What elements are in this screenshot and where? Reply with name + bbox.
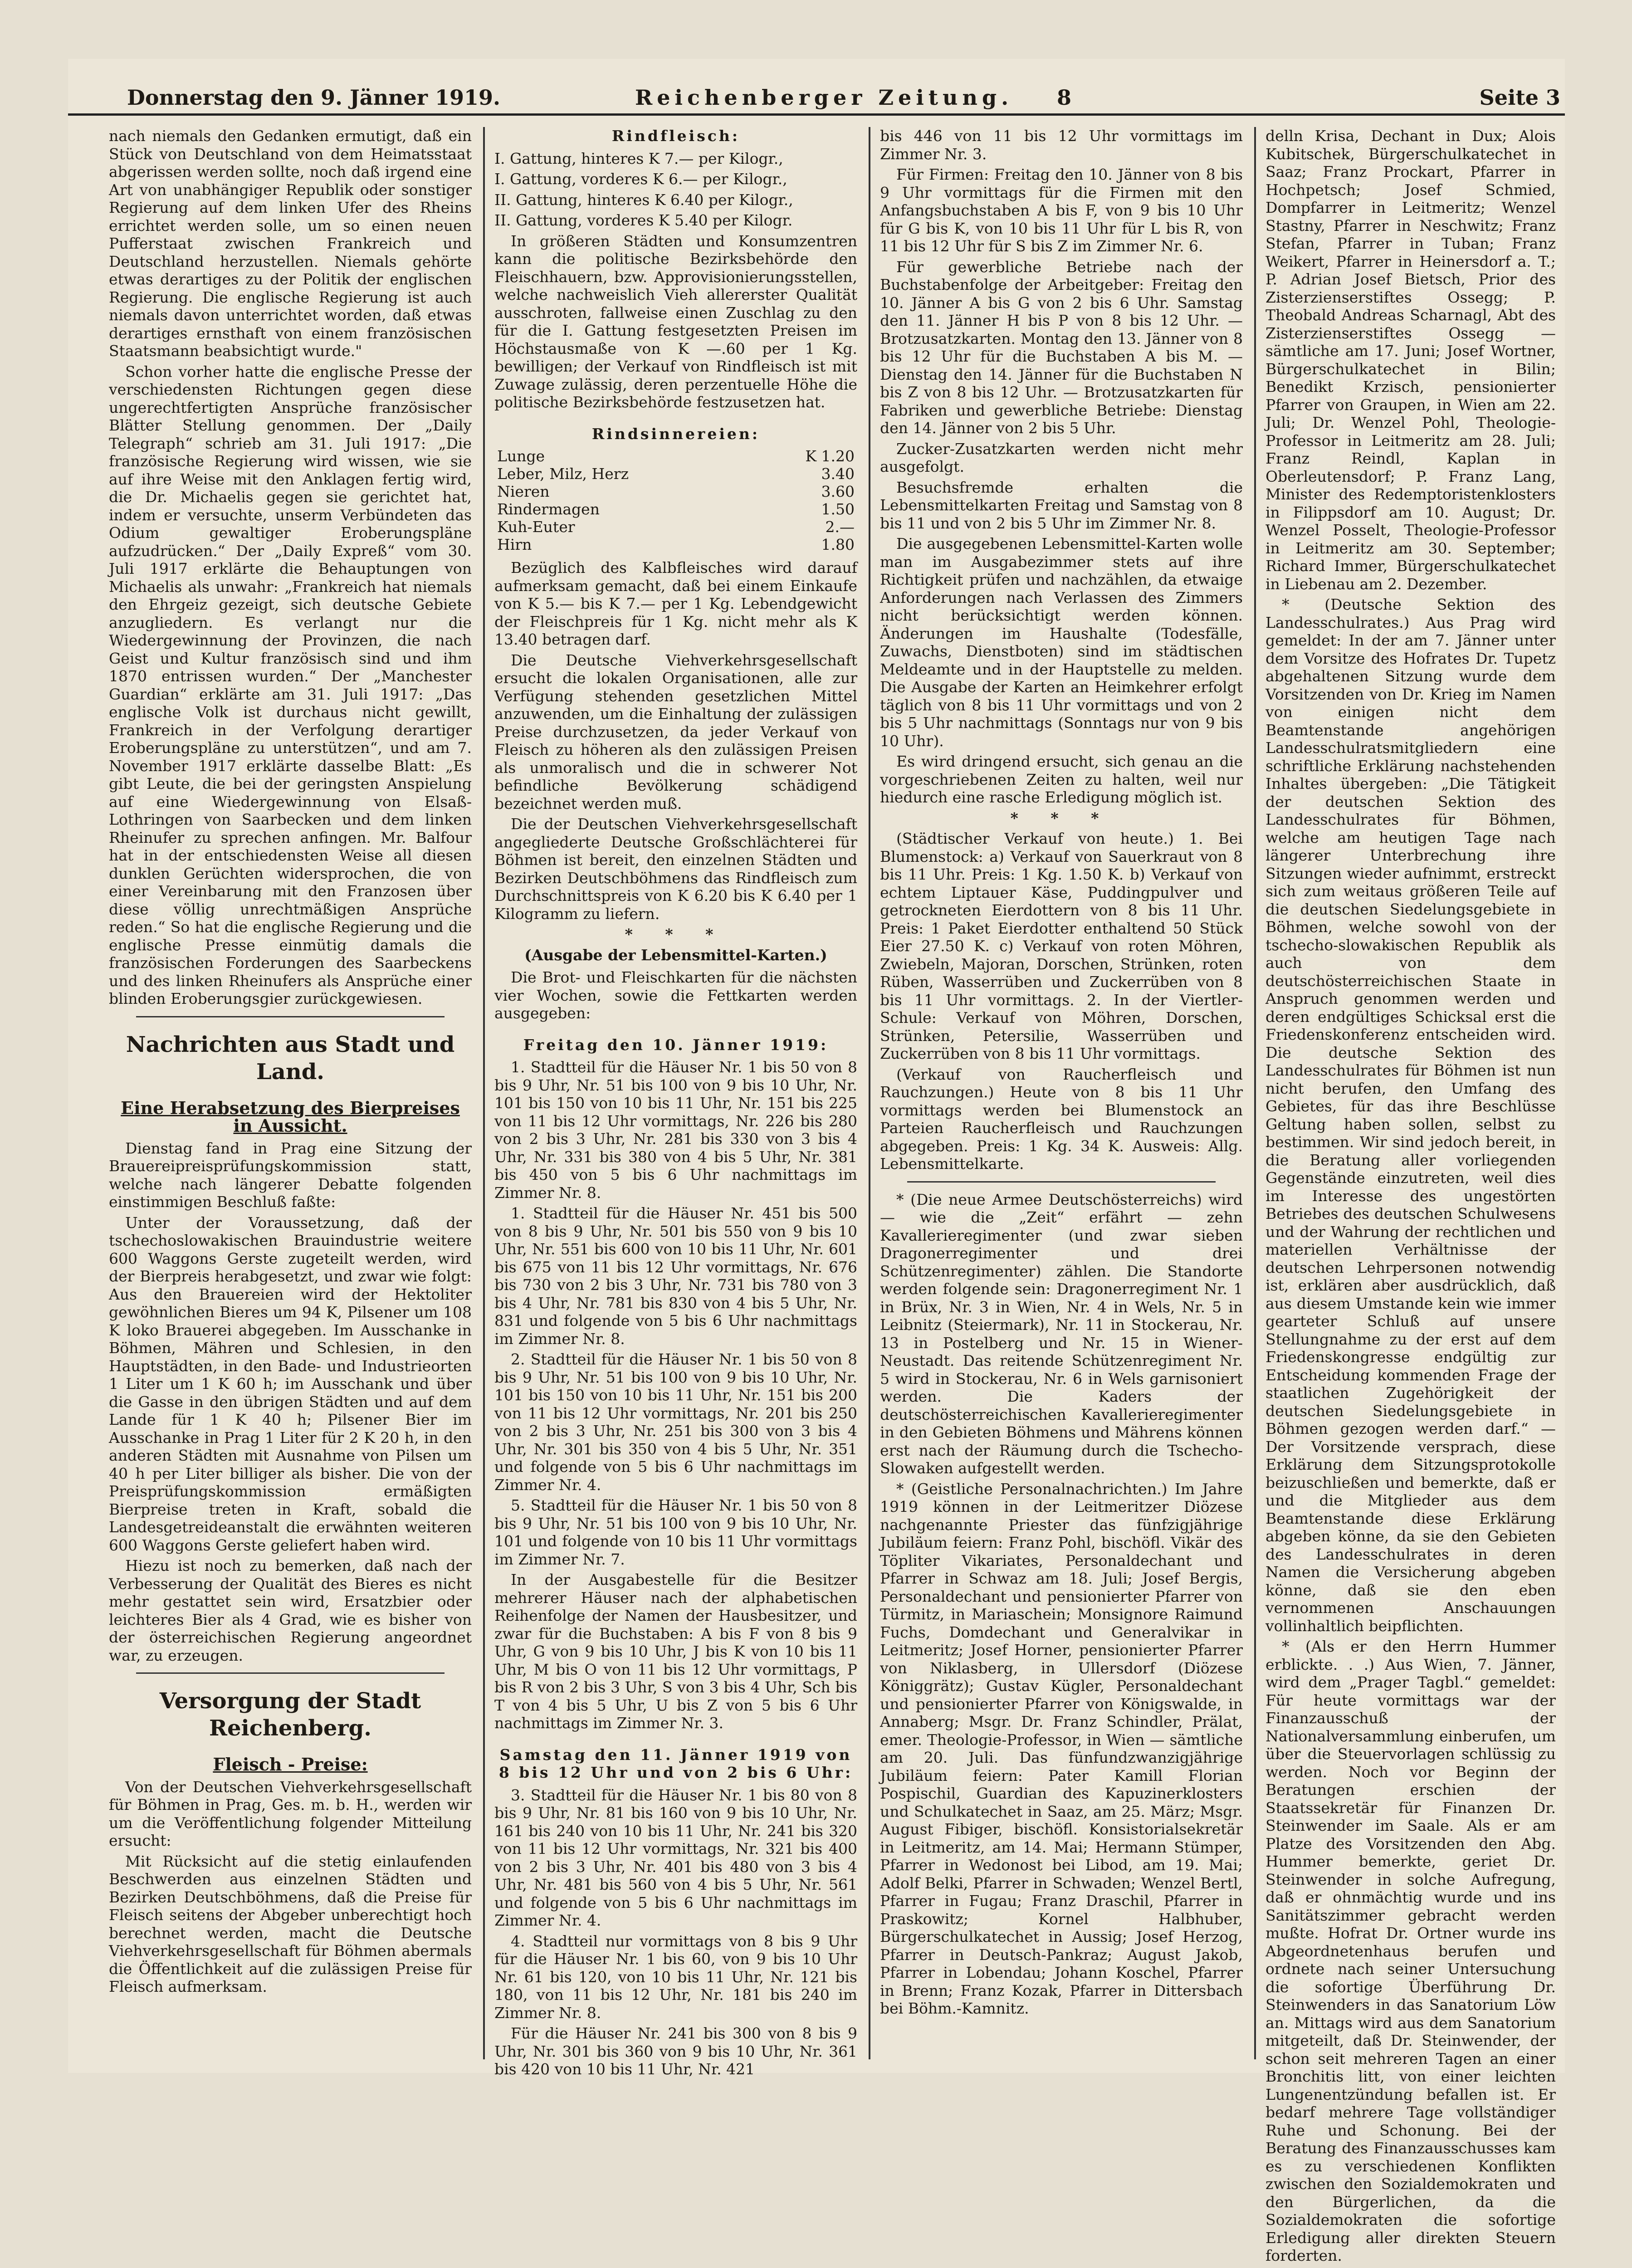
article-text: Die Brot- und Fleischkarten für die nächsten vier Wochen, sowie die Fettkarten werden ausgegeben: bbox=[494, 968, 857, 1022]
article-text: Dienstag fand in Prag eine Sitzung der Brauereipreisprüfungskommission statt, welche nach längerer Debatte folgenden einstimmigen Beschluß faßte: bbox=[109, 1139, 472, 1211]
header-date: Donnerstag den 9. Jänner 1919. bbox=[127, 85, 500, 110]
table-row bbox=[494, 465, 857, 483]
item-price: K 1.20 bbox=[754, 447, 857, 465]
section-stars: * * * bbox=[880, 809, 1243, 827]
item-price: 3.40 bbox=[754, 465, 857, 483]
article-text: 1. Stadtteil für die Häuser Nr. 451 bis 500 von 8 bis 9 Uhr, Nr. 501 bis 550 von 9 bis 10 Uhr, Nr. 551 bis 600 von 10 bis 11 Uhr, Nr. 601 bis 675 von 11 bis 12 Uhr vormittags, Nr. 676 bis 730 von 2 bis 3 Uhr, Nr. 731 bis 780 von 3 bis 4 Uhr, Nr. 781 bis 830 von 4 bis 5 Uhr, Nr. 831 und folgende von 5 bis 6 Uhr nachmittags im Zimmer Nr. 8. bbox=[494, 1204, 857, 1348]
item-name: Lunge bbox=[494, 447, 754, 465]
schedule-day: Samstag den 11. Jänner 1919 von 8 bis 12 Uhr und von 2 bis 6 Uhr: bbox=[494, 1746, 857, 1782]
section-heading: Nachrichten aus Stadt und Land. bbox=[109, 1031, 472, 1085]
article-text: Von der Deutschen Viehverkehrsgesellschaft für Böhmen in Prag, Ges. m. b. H., werden wir um die Veröffentlichung folgender Mitteilung ersucht: bbox=[109, 1778, 472, 1850]
article-heading: Rindsinnereien: bbox=[494, 425, 857, 443]
article-text: Zucker-Zusatzkarten werden nicht mehr ausgefolgt. bbox=[880, 440, 1243, 476]
article-heading: Rindfleisch: bbox=[494, 127, 857, 145]
article-text: * (Die neue Armee Deutschösterreichs) wird — wie die „Zeit“ erfährt — zehn Kavallerieregimenter (und zwar sieben Dragonerregimenter und drei Schützenregimenter) zählen. Die Standorte werden folgende sein: Dragonerregiment Nr. 1 in Brüx, Nr. 3 in Wien, Nr. 4 in Wels, Nr. 5 in Leibnitz (Steiermark), Nr. 11 in Stockerau, Nr. 13 in Postelberg und Nr. 15 in Wiener-Neustadt. Das reitende Schützenregiment Nr. 5 wird in Stockerau, Nr. 6 in Wels garnisoniert werden. Die Kaders der deutschösterreichischen Kavallerieregimenter in den Gebieten Böhmens und Mährens können erst nach der Räumung durch die Tschecho-Slowaken aufgestellt werden. bbox=[880, 1191, 1243, 1477]
column-1 bbox=[109, 127, 472, 2059]
article-text: Für gewerbliche Betriebe nach der Buchstabenfolge der Arbeitgeber: Freitag den 10. Jänner A bis G von 2 bis 6 Uhr. Samstag den 11. Jänner H bis P von 8 bis 12 Uhr. — Brotzusatzkarten. Montag den 13. Jänner von 8 bis 12 Uhr für die Buchstaben A bis M. — Dienstag den 14. Jänner für die Buchstaben N bis Z von 8 bis 12 Uhr. — Brotzusatzkarten für Fabriken und gewerbliche Betriebe: Dienstag den 14. Jänner von 2 bis 5 Uhr. bbox=[880, 258, 1243, 437]
article-text: Die ausgegebenen Lebensmittel-Karten wolle man im Ausgabezimmer stets auf ihre Richtigkeit prüfen und nachzählen, da etwaige Anforderungen nach Verlassen des Zimmers nicht berücksichtigt werden können. Änderungen im Haushalte (Todesfälle, Zuwachs, Dienstboten) sind im städtischen Meldeamte und in der Hauptstelle zu melden. Die Ausgabe der Karten an Heimkehrer erfolgt täglich von 8 bis 11 Uhr vormittags und von 2 bis 5 Uhr nachmittags (Sonntags nur von 9 bis 10 Uhr). bbox=[880, 535, 1243, 750]
item-name: Rindermagen bbox=[494, 500, 754, 518]
article-text: Die der Deutschen Viehverkehrsgesellschaft angegliederte Deutsche Großschlächterei für Böhmen ist bereit, den einzelnen Städten und Bezirken Deutschböhmens das Rindfleisch zum Durchschnittspreis von K 6.20 bis K 6.40 per 1 Kilogramm zu liefern. bbox=[494, 815, 857, 923]
price-line: II. Gattung, vorderes K 5.40 per Kilogr. bbox=[494, 211, 857, 230]
column-rule bbox=[483, 127, 485, 2059]
divider bbox=[907, 1181, 1216, 1183]
article-text: Die Deutsche Viehverkehrsgesellschaft ersucht die lokalen Organisationen, alle zur Verfügung stehenden gesetzlichen Mittel anzuwenden, um die Einhaltung der zulässigen Preise durchzusetzen, da jeder Verkauf von Fleisch zu höheren als den zulässigen Preisen als unmoralisch und die in schwerer Not befindliche Bevölkerung schädigend bezeichnet werden muß. bbox=[494, 651, 857, 813]
schedule-day: Freitag den 10. Jänner 1919: bbox=[494, 1036, 857, 1054]
divider bbox=[136, 1672, 445, 1674]
article-text: 4. Stadtteil nur vormittags von 8 bis 9 Uhr für die Häuser Nr. 1 bis 60, von 9 bis 10 Uhr Nr. 61 bis 120, von 10 bis 11 Uhr, Nr. 121 bis 180, von 11 bis 12 Uhr, Nr. 181 bis 240 im Zimmer Nr. 8. bbox=[494, 1932, 857, 2022]
page-number: Seite 3 bbox=[1480, 85, 1561, 110]
article-text: * (Als er den Herrn Hummer erblickte. . .) Aus Wien, 7. Jänner, wird dem „Prager Tagbl.“ gemeldet: Für heute vormittags war der Finanzausschuß der Nationalversammlung einberufen, um über die Steuervorlagen schlüssig zu werden. Noch vor Beginn der Beratungen erschien der Staatssekretär für Finanzen Dr. Steinwender im Saale. Als er am Platze des Vorsitzenden den Abg. Hummer bemerkte, geriet Dr. Steinwender in solche Aufregung, daß er ohnmächtig wurde und ins Sanitätszimmer gebracht werden mußte. Hofrat Dr. Ortner wurde ins Abgeordnetenhaus berufen und ordnete nach seiner Untersuchung die sofortige Überführung Dr. Steinwenders in das Sanatorium Löw an. Mittags wird aus dem Sanatorium mitgeteilt, daß Dr. Steinwender, der schon seit mehreren Tagen an einer Bronchitis litt, von einer leichten Lungenentzündung befallen ist. Er bedarf mehrere Tage vollständiger Ruhe und Schonung. Bei der Beratung des Finanzausschusses kam es zu verschiedenen Konflikten zwischen den Sozialdemokraten und den Bürgerlichen, da die Sozialdemokraten die sofortige Erledigung aller direkten Steuern forderten. bbox=[1266, 1637, 1556, 2265]
column-2 bbox=[494, 127, 857, 2059]
article-text: Schon vorher hatte die englische Presse der verschiedensten Richtungen gegen diese ungerechtfertigten Ansprüche französischer Blätter Stellung genommen. Der „Daily Telegraph“ schrieb am 31. Juli 1917: „Die französische Regierung wird wissen, wie sie auf ihre Weise mit den Anklagen fertig wird, die Dr. Michaelis gegen sie gerichtet hat, indem er versuchte, unserm Verbündeten das Odium gewaltiger Eroberungspläne aufzudrücken.“ Der „Daily Expreß“ vom 30. Juli 1917 erklärte die Behauptungen von Michaelis als unwahr: „Frankreich hat niemals den Ehrgeiz gezeigt, sich deutsche Gebiete anzugliedern. Es verlangt nur die Wiedergewinnung der Provinzen, die nach Geist und Kultur französisch sind und ihm 1870 entrissen wurden.“ Der „Manchester Guardian“ erklärte am 31. Juli 1917: „Das englische Volk ist durchaus nicht gewillt, Frankreich in der Verfolgung derartiger Eroberungspläne zu unterstützen“, und am 7. November 1917 erklärte dasselbe Blatt: „Es gibt Leute, die bei der geringsten Anspielung auf eine Wiedergewinnung von Elsaß-Lothringen von Saarbecken und dem linken Rheinufer zu sprechen anfingen. Mr. Balfour hat in der entschiedensten Weise all diesen dunklen Gerüchten widersprochen, die von einer Vereinbarung mit den Franzosen über diese völlig unrechtmäßigen Ansprüche reden.“ So hat die englische Regierung und die englische Presse einmütig damals die französischen Forderungen des Saarbeckens und des linken Rheinufers als Ansprüche einer blinden Eroberungsgier zurückgewiesen. bbox=[109, 363, 472, 1008]
item-price: 2.— bbox=[754, 518, 857, 536]
article-text: 1. Stadtteil für die Häuser Nr. 1 bis 50 von 8 bis 9 Uhr, Nr. 51 bis 100 von 9 bis 10 Uhr, Nr. 101 bis 150 von 10 bis 11 Uhr, Nr. 151 bis 225 von 11 bis 12 Uhr vormittags, Nr. 226 bis 280 von 2 bis 3 Uhr, Nr. 281 bis 330 von 3 bis 4 Uhr, Nr. 331 bis 380 von 4 bis 5 Uhr, Nr. 381 bis 450 von 5 bis 6 Uhr nachmittags im Zimmer Nr. 8. bbox=[494, 1058, 857, 1202]
section-stars: * * * bbox=[494, 925, 857, 943]
article-text: Hiezu ist noch zu bemerken, daß nach der Verbesserung der Qualität des Bieres es nicht mehr gestattet sein wird, Ersatzbier oder leichteres Bier als 4 Grad, wie es bisher von der österreichischen Regierung angeordnet war, zu erzeugen. bbox=[109, 1557, 472, 1664]
article-text: (Verkauf von Raucherfleisch und Rauchzungen.) Heute von 8 bis 11 Uhr vormittags werden bei Blumenstock an Parteien Raucherfleisch und Rauchzungen abgegeben. Preis: 1 Kg. 34 K. Ausweis: Allg. Lebensmittelkarte. bbox=[880, 1066, 1243, 1173]
table-row bbox=[494, 518, 857, 536]
article-text: Für die Häuser Nr. 241 bis 300 von 8 bis 9 Uhr, Nr. 301 bis 360 von 9 bis 10 Uhr, Nr. 361 bis 420 von 10 bis 11 Uhr, Nr. 421 bbox=[494, 2024, 857, 2078]
article-heading: Eine Herabsetzung des Bierpreises in Aussicht. bbox=[109, 1099, 472, 1135]
item-price: 1.80 bbox=[754, 536, 857, 553]
divider bbox=[136, 1016, 445, 1017]
price-line: I. Gattung, hinteres K 7.— per Kilogr., bbox=[494, 150, 857, 168]
newspaper-page bbox=[68, 59, 1565, 2073]
table-row bbox=[494, 483, 857, 500]
item-name: Nieren bbox=[494, 483, 754, 500]
column-rule bbox=[1254, 127, 1256, 2059]
item-name: Hirn bbox=[494, 536, 754, 553]
table-row bbox=[494, 536, 857, 553]
item-price: 3.60 bbox=[754, 483, 857, 500]
article-text: * (Deutsche Sektion des Landesschulrates.) Aus Prag wird gemeldet: In der am 7. Jänner unter dem Vorsitze des Hofrates Dr. Tupetz abgehaltenen Sitzung wurde dem Vorsitzenden von Dr. Krieg im Namen von einigen nicht dem Beamtenstande angehörigen Landesschulratsmitgliedern eine schriftliche Erklärung nachstehenden Inhaltes übergeben: „Die Tätigkeit der deutschen Sektion des Landesschulrates für Böhmen, welche am heutigen Tage nach längerer Unterbrechung ihre Sitzungen wieder aufnimmt, erstreckt sich zum weitaus größeren Teile auf die deutschen Siedelungsgebiete in Böhmen, welche sowohl von der tschecho-slowakischen Republik als auch von dem deutschösterreichischen Staate in Anspruch genommen werden und deren endgültiges Schicksal erst die Friedenskonferenz entscheiden wird. Die deutsche Sektion des Landesschulrates für Böhmen ist nun nicht berufen, den Umfang des Gebietes, für das ihre Beschlüsse Geltung haben sollen, selbst zu bestimmen. Wir sind jedoch bereit, in die Beratung aller vorliegenden Gegenstände einzutreten, weil dies im Interesse des ungestörten Betriebes des deutschen Schulwesens und der Wahrung der rechtlichen und materiellen Verhältnisse der deutschen Lehrpersonen notwendig ist, erklären aber ausdrücklich, daß aus diesem Umstande kein wie immer gearteter Schluß auf unsere Stellungnahme zu der erst auf dem Friedenskongresse endgültig zur Entscheidung kommenden Frage der staatlichen Zugehörigkeit der deutschen Siedelungsgebiete in Böhmen gezogen werden darf.“ — Der Vorsitzende versprach, diese Erklärung dem Sitzungsprotokolle beizuschließen und bemerkte, daß er und die Mitglieder aus dem Beamtenstande diese Erklärung abgeben könne, da sie den Gebieten des Landesschulrates in deren Namen die Versicherung abgeben könne, daß sie den eben vernommenen Anschauungen vollinhaltlich beipflichten. bbox=[1266, 596, 1556, 1635]
article-text: delln Krisa, Dechant in Dux; Alois Kubitschek, Bürgerschulkatechet in Saaz; Franz Prockart, Pfarrer in Hochpetsch; Josef Schmied, Dompfarrer in Leitmeritz; Wenzel Stastny, Pfarrer in Neschwitz; Franz Stefan, Pfarrer in Tuban; Franz Weikert, Pfarrer in Heinersdorf a. T.; P. Adrian Josef Bietsch, Prior des Zisterzienserstiftes Ossegg; P. Theobald Andreas Scharnagl, Abt des Zisterzienserstiftes Ossegg — sämtliche am 17. Juni; Josef Wortner, Bürgerschulkatechet in Bilin; Benedikt Krzisch, pensionierter Pfarrer von Graupen, in Wien am 22. Juli; Dr. Wenzel Pohl, Theologie-Professor in Leitmeritz am 28. Juli; Franz Reindl, Kaplan in Oberleutensdorf; P. Franz Lang, Minister des Redemptoristenklosters in Filippsdorf am 10. August; Dr. Wenzel Posselt, Theologie-Professor in Leitmeritz am 30. September; Richard Immer, Bürgerschulkatechet in Liebenau am 2. Dezember. bbox=[1266, 127, 1556, 593]
newspaper-title: Reichenberger Zeitung. bbox=[635, 85, 1013, 110]
article-text: In größeren Städten und Konsumzentren kann die politische Bezirksbehörde den Fleischhauern, bzw. Approvisionierungsstellen, welche nachweislich Vieh allererster Qualität ausschroten, fallweise einen Zuschlag zu den für die I. Gattung festgesetzten Preisen im Höchstausmaße von K —.60 per 1 Kg. bewilligen; der Verkauf von Rindfleisch ist mit Zuwage zulässig, deren perzentuelle Höhe die politische Bezirksbehörde festzusetzen hat. bbox=[494, 232, 857, 411]
offal-price-table bbox=[494, 447, 857, 553]
article-text: (Städtischer Verkauf von heute.) 1. Bei Blumenstock: a) Verkauf von Sauerkraut von 8 bis 11 Uhr. Preis: 1 Kg. 1.50 K. b) Verkauf von echtem Liptauer Käse, Puddingpulver und getrockneten Eierdottern von 8 bis 11 Uhr. Preis: 1 Paket Eierdotter enthaltend 50 Stück Eier 27.50 K. c) Verkauf von roten Möhren, Zwiebeln, Majoran, Dorschen, Strünken, roten Rüben, Wasserrüben und Zuckerrüben von 8 bis 11 Uhr vormittags. 2. In der Viertler-Schule: Verkauf von Möhren, Dorschen, Strünken, Petersilie, Wasserrüben und Zuckerrüben von 8 bis 11 Uhr vormittags. bbox=[880, 830, 1243, 1063]
column-4 bbox=[1266, 127, 1556, 2059]
article-text: Besuchsfremde erhalten die Lebensmittelkarten Freitag und Samstag von 8 bis 11 und von 2 bis 5 Uhr im Zimmer Nr. 8. bbox=[880, 479, 1243, 533]
price-line: I. Gattung, vorderes K 6.— per Kilogr., bbox=[494, 170, 857, 188]
article-text: nach niemals den Gedanken ermutigt, daß ein Stück von Deutschland von dem Heimatsstaat abgerissen werden sollte, noch daß irgend eine Art von unabhängiger Republik oder sonstiger Regierung auf dem linken Ufer des Rheins errichtet werden solle, um so einen neuen Pufferstaat zwischen Frankreich und Deutschland herzustellen. Niemals gehörte etwas derartiges zu der Politik der englischen Regierung. Die englische Regierung ist auch niemals davon unterrichtet worden, daß etwas derartiges ernsthaft von einem französischen Staatsmann beabsichtigt wurde." bbox=[109, 127, 472, 360]
article-text: bis 446 von 11 bis 12 Uhr vormittags im Zimmer Nr. 3. bbox=[880, 127, 1243, 163]
section-heading: Versorgung der Stadt Reichenberg. bbox=[109, 1687, 472, 1742]
page-header bbox=[68, 77, 1565, 116]
article-text: 3. Stadtteil für die Häuser Nr. 1 bis 80 von 8 bis 9 Uhr, Nr. 81 bis 160 von 9 bis 10 Uhr, Nr. 161 bis 240 von 10 bis 11 Uhr, Nr. 241 bis 320 von 11 bis 12 Uhr vormittags, Nr. 321 bis 400 von 2 bis 3 Uhr, Nr. 401 bis 480 von 3 bis 4 Uhr, Nr. 481 bis 560 von 4 bis 5 Uhr, Nr. 561 und folgende von 5 bis 6 Uhr nachmittags im Zimmer Nr. 4. bbox=[494, 1786, 857, 1930]
item-name: Leber, Milz, Herz bbox=[494, 465, 754, 483]
article-text: Für Firmen: Freitag den 10. Jänner von 8 bis 9 Uhr vormittags für die Firmen mit den Anfangsbuchstaben A bis F, von 9 bis 10 Uhr für G bis K, von 10 bis 11 Uhr für L bis R, von 11 bis 12 Uhr für S bis Z im Zimmer Nr. 6. bbox=[880, 166, 1243, 255]
item-price: 1.50 bbox=[754, 500, 857, 518]
article-heading: (Ausgabe der Lebensmittel-Karten.) bbox=[494, 946, 857, 964]
article-text: * (Geistliche Personalnachrichten.) Im Jahre 1919 können in der Leitmeritzer Diözese nachgenannte Priester das fünfzigjährige Jubiläum feiern: Franz Pohl, bischöfl. Vikär des Töpliter Vikariates, Personaldechant und Pfarrer in Schwaz am 18. Juli; Josef Bergis, Personaldechant und pensionierter Pfarrer von Türmitz, in Mariaschein; Monsignore Raimund Fuchs, Domdechant und Generalvikar in Leitmeritz; Josef Horner, pensionierter Pfarrer von Niklasberg, in Ullersdorf (Diözese Königgrätz); Gustav Kügler, Personaldechant und pensionierter Pfarrer von Königswalde, in Annaberg; Msgr. Dr. Franz Schindler, Prälat, emer. Theologie-Professor, in Wien — sämtliche am 20. Juli. Das fünfundzwanzigjährige Jubiläum feiern: Pater Kamill Florian Pospischil, Guardian des Kapuzinerklosters und Schulkatechet in Saaz, am 25. März; Msgr. August Fibiger, bischöfl. Konsistorialsekretär in Leitmeritz, am 14. Mai; Hermann Stümper, Pfarrer in Wedonost bei Libod, am 19. Mai; Adolf Belki, Pfarrer in Schwaden; Wenzel Bertl, Pfarrer in Fugau; Franz Draschil, Pfarrer in Praskowitz; Kornel Halbhuber, Bürgerschulkatechet in Aussig; Josef Herzog, Pfarrer in Deutsch-Pankraz; August Jakob, Pfarrer in Lobendau; Johann Koschel, Pfarrer in Brenn; Franz Kozak, Pfarrer in Dittersbach bei Böhm.-Kamnitz. bbox=[880, 1480, 1243, 2018]
issue-number: 8 bbox=[1057, 85, 1071, 110]
article-text: Es wird dringend ersucht, sich genau an die vorgeschriebenen Zeiten zu halten, weil nur hiedurch eine rasche Erledigung möglich ist. bbox=[880, 753, 1243, 807]
item-name: Kuh-Euter bbox=[494, 518, 754, 536]
article-text: 5. Stadtteil für die Häuser Nr. 1 bis 50 von 8 bis 9 Uhr, Nr. 51 bis 100 von 9 bis 10 Uhr, Nr. 101 und folgende von 10 bis 11 Uhr vormittags im Zimmer Nr. 7. bbox=[494, 1496, 857, 1568]
article-heading: Fleisch - Preise: bbox=[109, 1755, 472, 1774]
price-line: II. Gattung, hinteres K 6.40 per Kilogr., bbox=[494, 191, 857, 209]
column-rule bbox=[869, 127, 870, 2059]
column-3 bbox=[880, 127, 1243, 2059]
article-text: Mit Rücksicht auf die stetig einlaufenden Beschwerden aus einzelnen Städten und Bezirken Deutschböhmens, daß die Preise für Fleisch seitens der Abgeber unberechtigt hoch berechnet werden, macht die Deutsche Viehverkehrsgesellschaft für Böhmen abermals die Öffentlichkeit auf die zulässigen Preise für Fleisch aufmerksam. bbox=[109, 1853, 472, 1996]
table-row bbox=[494, 447, 857, 465]
article-text: Bezüglich des Kalbfleisches wird darauf aufmerksam gemacht, daß bei einem Einkaufe von K 5.— bis K 7.— per 1 Kg. Lebendgewicht der Fleischpreis für 1 Kg. nicht mehr als K 13.40 betragen darf. bbox=[494, 559, 857, 649]
article-text: Unter der Voraussetzung, daß der tschechoslowakischen Brauindustrie weitere 600 Waggons Gerste zugeteilt werden, wird der Bierpreis herabgesetzt, und zwar wie folgt: Aus den Brauereien wird der Hektoliter gewöhnlichen Bieres um 94 K, Pilsener um 108 K loko Brauerei abgegeben. Im Ausschanke in Böhmen, Mähren und Schlesien, in den Hauptstädten, in den Bade- und Industrieorten 1 Liter um 1 K 60 h; im Ausschank und über die Gasse in den übrigen Städten und auf dem Lande für 1 K 40 h; Pilsener Bier im Ausschanke in Prag 1 Liter für 2 K 20 h, in den anderen Städten mit Ausnahme von Pilsen um 40 h per Liter billiger als bisher. Die von der Preisprüfungskommission ermäßigten Bierpreise treten in Kraft, sobald die Landesgetreideanstalt die erwähnten weiteren 600 Waggons Gerste geliefert haben wird. bbox=[109, 1214, 472, 1554]
article-text: 2. Stadtteil für die Häuser Nr. 1 bis 50 von 8 bis 9 Uhr, Nr. 51 bis 100 von 9 bis 10 Uhr, Nr. 101 bis 150 von 10 bis 11 Uhr, Nr. 151 bis 200 von 11 bis 12 Uhr vormittags, Nr. 201 bis 250 von 2 bis 3 Uhr, Nr. 251 bis 300 von 3 bis 4 Uhr, Nr. 301 bis 350 von 4 bis 5 Uhr, Nr. 351 und folgende von 5 bis 6 Uhr nachmittags im Zimmer Nr. 4. bbox=[494, 1350, 857, 1494]
article-text: In der Ausgabestelle für die Besitzer mehrerer Häuser nach der alphabetischen Reihenfolge der Namen der Hausbesitzer, und zwar für die Buchstaben: A bis F von 8 bis 9 Uhr, G von 9 bis 10 Uhr, J bis K von 10 bis 11 Uhr, M bis O von 11 bis 12 Uhr vormittags, P bis R von 2 bis 3 Uhr, S von 3 bis 4 Uhr, Sch bis T von 4 bis 5 Uhr, U bis Z von 5 bis 6 Uhr nachmittags im Zimmer Nr. 3. bbox=[494, 1571, 857, 1732]
table-row bbox=[494, 500, 857, 518]
